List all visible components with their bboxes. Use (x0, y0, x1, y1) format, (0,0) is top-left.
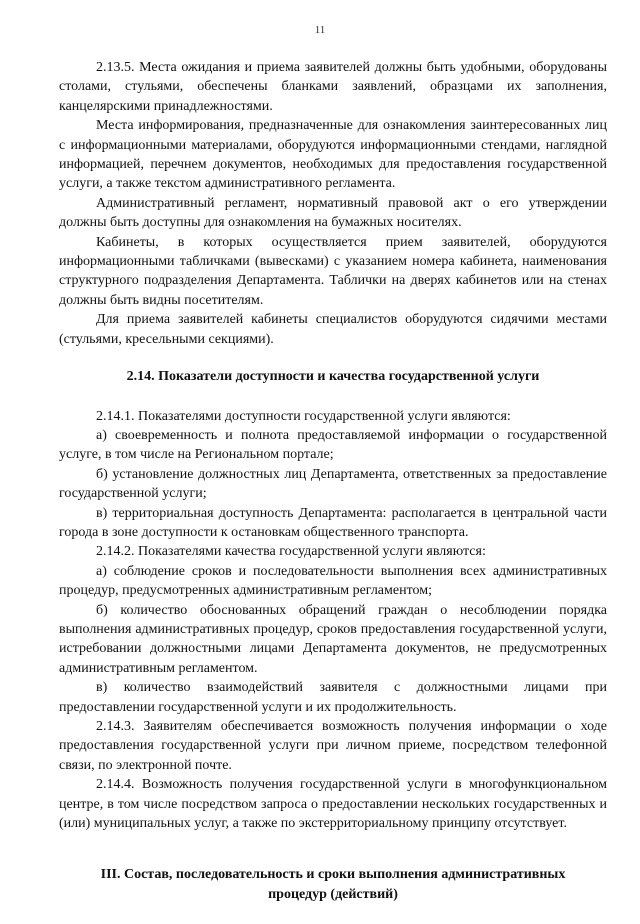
page-number: 11 (314, 24, 326, 36)
list-item-c-interactions: в) количество взаимодействий заявителя с должностными лицами при предоставлении государственной услуги и их продолжительность. (59, 680, 607, 715)
paragraph-info-places: Места информирования, предназначенные для ознакомления заинтересованных лиц с информационными материалами, оборудуются информационными стендами, наглядной информацией, перечнем документов, необходимых для предоставления государственной услуги, а также текстом административного регламента. (59, 118, 607, 192)
list-item-a-timeliness: а) своевременность и полнота предоставляемой информации о государственной услуге, в том числе на Региональном портале; (59, 427, 607, 463)
list-item-a-deadlines: а) соблюдение сроков и последовательности выполнения всех административных процедур, предусмотренных административным регламентом; (59, 563, 607, 599)
document-body (59, 58, 607, 924)
paragraph-regulation-availability: Административный регламент, нормативный правовой акт о его утверждении должны быть доступны для ознакомления на бумажных носителях. (59, 195, 607, 231)
paragraph-2-14-4: 2.14.4. Возможность получения государственной услуги в многофункциональном центре, в том числе посредством запроса о предоставлении нескольких государственных и (или) муниципальных услуг, а также по экстерриториальному принципу отсутствует. (59, 777, 607, 832)
paragraph-2-13-5: 2.13.5. Места ожидания и приема заявителей должны быть удобными, оборудованы столами, стульями, обеспечены бланками заявлений, образцами их заполнения, канцелярскими принадлежностями. (59, 60, 607, 114)
paragraph-2-14-2: 2.14.2. Показателями качества государственной услуги являются: (96, 544, 486, 560)
list-item-b-complaints: б) количество обоснованных обращений граждан о несоблюдении порядка выполнения административных процедур, сроков предоставления государственной услуги, истребовании должностными лицами Департамента документов, не предусмотренных административным регламентом. (59, 602, 607, 676)
paragraph-2-14-3: 2.14.3. Заявителям обеспечивается возможность получения информации о ходе предоставления государственной услуги при личном приеме, посредством телефонной связи, по электронной почте. (59, 719, 607, 773)
list-item-c-territorial: в) территориальная доступность Департамента: располагается в центральной части города в зоне доступности к остановкам общественного транспорта. (59, 505, 607, 540)
list-item-b-officials: б) установление должностных лиц Департамента, ответственных за предоставление государственной услуги; (59, 466, 607, 502)
paragraph-cabinets-signs: Кабинеты, в которых осуществляется прием заявителей, оборудуются информационными табличками (вывесками) с указанием номера кабинета, наименования структурного подразделения Департамента. Таблички на дверях кабинетов или на стенах должны быть видны посетителям. (59, 234, 607, 308)
heading-2-14: 2.14. Показатели доступности и качества государственной услуги (126, 369, 540, 385)
paragraph-2-14-1: 2.14.1. Показателями доступности государственной услуги являются: (96, 408, 511, 424)
paragraph-cabinets-seating: Для приема заявителей кабинеты специалистов оборудуются сидячими местами (стульями, кресельными секциями). (59, 312, 607, 347)
section-heading-iii: III. Состав, последовательность и сроки выполнения административных процедур (действий) (100, 867, 566, 902)
